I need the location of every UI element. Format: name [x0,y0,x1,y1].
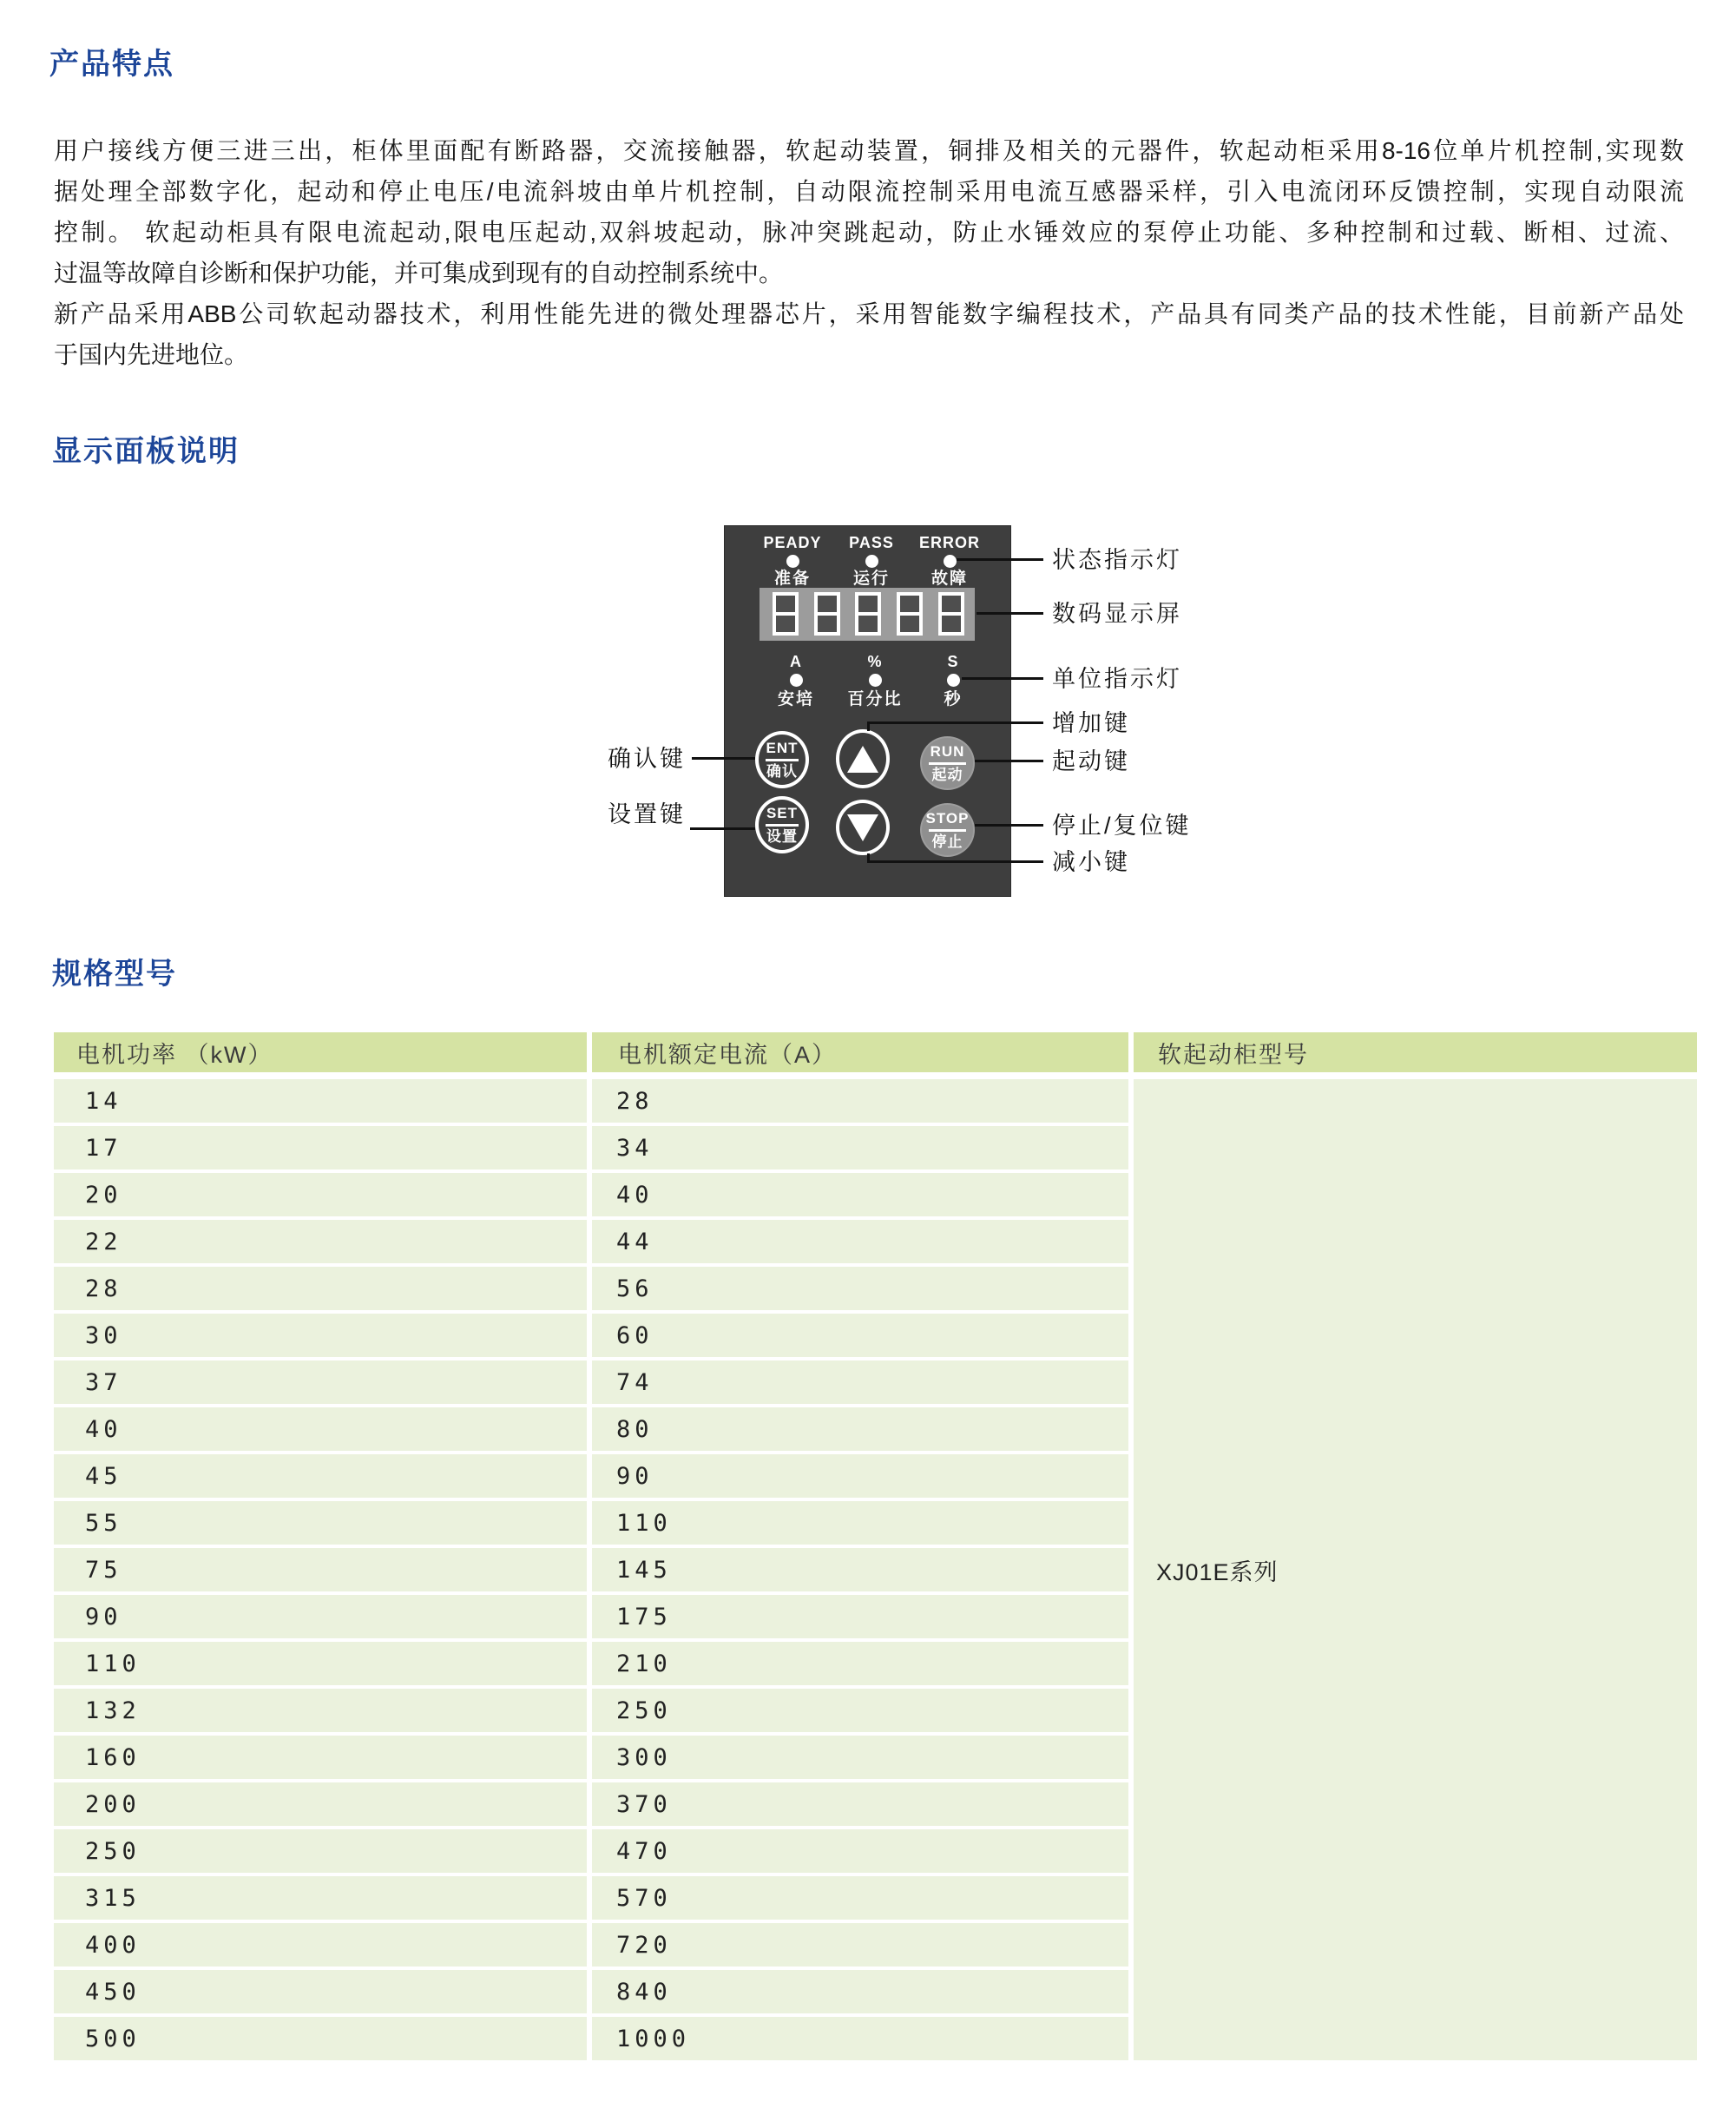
button-divider [766,824,799,827]
rated-current-cell: 110 [592,1501,1128,1545]
stop-callout-line [975,824,1043,827]
display-panel-heading: 显示面板说明 [52,435,240,468]
status-run-en-label: PASS [849,534,894,551]
set-button-en-label: SET [766,804,799,821]
seven-segment-digit [814,592,840,636]
spec-table-header [54,1032,1697,1072]
rated-current-cell: 370 [592,1782,1128,1826]
digital-display-annotation: 数码显示屏 [1052,601,1182,627]
rated-current-cell: 840 [592,1970,1128,2013]
start-key-annotation: 起动键 [1052,748,1130,774]
start-callout-line [975,760,1043,762]
increase-button [836,729,890,788]
decrease-button [836,800,890,855]
status-error-en-label: ERROR [918,534,980,551]
error-led-icon [944,555,957,568]
percent-led-icon [869,674,882,687]
motor-power-cell: 110 [54,1642,587,1685]
button-divider [929,829,965,832]
features-heading: 产品特点 [49,48,174,81]
stop-button-en-label: STOP [925,809,970,827]
features-paragraphs [54,130,1684,375]
status-ready-cn-label: 准备 [773,570,811,588]
motor-power-cell: 28 [54,1267,587,1310]
feature-text-line: 于国内先进地位。 [54,341,249,368]
motor-power-cell: 315 [54,1876,587,1920]
status-lights-annotation: 状态指示灯 [1052,547,1182,573]
run-button-cn-label: 起动 [931,766,963,783]
decrease-callout-stub [867,853,870,863]
rated-current-cell: 145 [592,1548,1128,1591]
rated-current-cell: 175 [592,1595,1128,1638]
rated-current-cell: 210 [592,1642,1128,1685]
rated-current-cell: 250 [592,1689,1128,1732]
rated-current-cell: 60 [592,1314,1128,1357]
seven-segment-digit [938,592,964,636]
rated-current-cell: 34 [592,1126,1128,1169]
header-cabinet-model: 软起动柜型号 [1134,1032,1697,1072]
motor-power-cell: 500 [54,2017,587,2060]
unit-percent-cn-label: 百分比 [847,690,903,708]
motor-power-cell: 20 [54,1173,587,1216]
run-start-button [920,736,975,790]
rated-current-cell: 90 [592,1454,1128,1498]
rated-current-cell: 56 [592,1267,1128,1310]
feature-text-line: 过温等故障自诊断和保护功能，并可集成到现有的自动控制系统中。 [54,260,784,287]
status-error-cn-label: 故障 [930,570,968,588]
set-button-cn-label: 设置 [766,827,798,845]
motor-power-cell: 132 [54,1689,587,1732]
motor-power-cell: 75 [54,1548,587,1591]
seven-segment-digit [855,592,881,636]
spec-table-body [54,1079,1697,2060]
ent-button-cn-label: 确认 [766,762,798,780]
motor-power-cell: 17 [54,1126,587,1169]
header-rated-current: 电机额定电流（A） [592,1032,1128,1072]
unit-a-label: A [790,653,802,670]
motor-power-cell: 55 [54,1501,587,1545]
rated-current-cell: 300 [592,1736,1128,1779]
stop-button-cn-label: 停止 [931,833,963,850]
button-divider [766,759,799,761]
motor-power-cell: 14 [54,1079,587,1123]
motor-power-cell: 90 [54,1595,587,1638]
run-led-icon [865,555,878,568]
ent-button-en-label: ENT [766,739,799,756]
motor-power-cell: 40 [54,1407,587,1451]
rated-current-cell: 470 [592,1829,1128,1873]
status-ready-en-label: PEADY [763,534,822,551]
set-button [755,796,809,853]
unit-callout-line [962,677,1043,680]
stop-reset-button [920,803,975,857]
motor-power-cell: 250 [54,1829,587,1873]
unit-ampere-cn-label: 安培 [777,690,814,708]
stop-reset-key-annotation: 停止/复位键 [1052,813,1192,839]
up-arrow-icon [847,746,878,773]
down-arrow-icon [847,814,878,841]
motor-power-cell: 400 [54,1923,587,1967]
increase-callout-line [868,721,1043,724]
ready-led-icon [786,555,799,568]
status-run-cn-label: 运行 [852,570,890,588]
button-divider [929,762,965,765]
confirm-callout-line [692,757,755,760]
ampere-led-icon [790,674,803,687]
motor-power-cell: 45 [54,1454,587,1498]
rated-current-cell: 720 [592,1923,1128,1967]
unit-s-label: S [947,653,959,670]
confirm-key-annotation: 确认键 [608,746,686,772]
series-model-cell: XJ01E系列 [1134,1079,1697,2060]
set-key-annotation: 设置键 [608,801,686,827]
header-motor-power: 电机功率 （kW） [54,1032,587,1072]
motor-power-cell: 37 [54,1360,587,1404]
feature-text-line: 据处理全部数字化，起动和停止电压/电流斜坡由单片机控制，自动限流控制采用电流互感器采样，引入电流闭环反馈控制，实现自动限流 [54,178,1684,205]
feature-text-line: 控制。 软起动柜具有限电流起动,限电压起动,双斜坡起动，脉冲突跳起动，防止水锤效应的泵停止功能、多种控制和过载、断相、过流、 [54,219,1684,246]
rated-current-cell: 80 [592,1407,1128,1451]
rated-current-cell: 1000 [592,2017,1128,2060]
motor-power-cell: 200 [54,1782,587,1826]
unit-second-cn-label: 秒 [944,690,963,708]
second-led-icon [947,674,960,687]
rated-current-cell: 44 [592,1220,1128,1263]
specs-heading: 规格型号 [52,958,177,991]
digital-display [760,588,975,641]
rated-current-cell: 40 [592,1173,1128,1216]
increase-key-annotation: 增加键 [1052,710,1130,736]
motor-power-cell: 30 [54,1314,587,1357]
unit-lights-annotation: 单位指示灯 [1052,666,1182,692]
unit-percent-label: % [867,653,883,670]
unit-light-second [892,652,1014,709]
motor-power-cell: 22 [54,1220,587,1263]
decrease-key-annotation: 减小键 [1052,849,1130,875]
decrease-callout-line [868,860,1043,863]
feature-text-line: 用户接线方便三进三出，柜体里面配有断路器，交流接触器，软起动装置，铜排及相关的元器件，软起动柜采用8-16位单片机控制,实现数 [54,137,1684,164]
status-callout-line [957,558,1043,561]
rated-current-cell: 570 [592,1876,1128,1920]
rated-current-cell: 74 [592,1360,1128,1404]
seven-segment-digit [897,592,923,636]
ent-confirm-button [755,731,809,788]
run-button-en-label: RUN [930,742,965,760]
motor-power-cell: 450 [54,1970,587,2013]
increase-callout-stub [867,721,870,731]
rated-current-cell: 28 [592,1079,1128,1123]
status-light-error [889,533,1010,589]
feature-text-line: 新产品采用ABB公司软起动器技术，利用性能先进的微处理器芯片，采用智能数字编程技术，产品具有同类产品的技术性能，目前新产品处 [54,300,1684,327]
seven-segment-digit [773,592,799,636]
motor-power-cell: 160 [54,1736,587,1779]
display-callout-line [976,612,1043,615]
set-callout-line [690,827,755,830]
